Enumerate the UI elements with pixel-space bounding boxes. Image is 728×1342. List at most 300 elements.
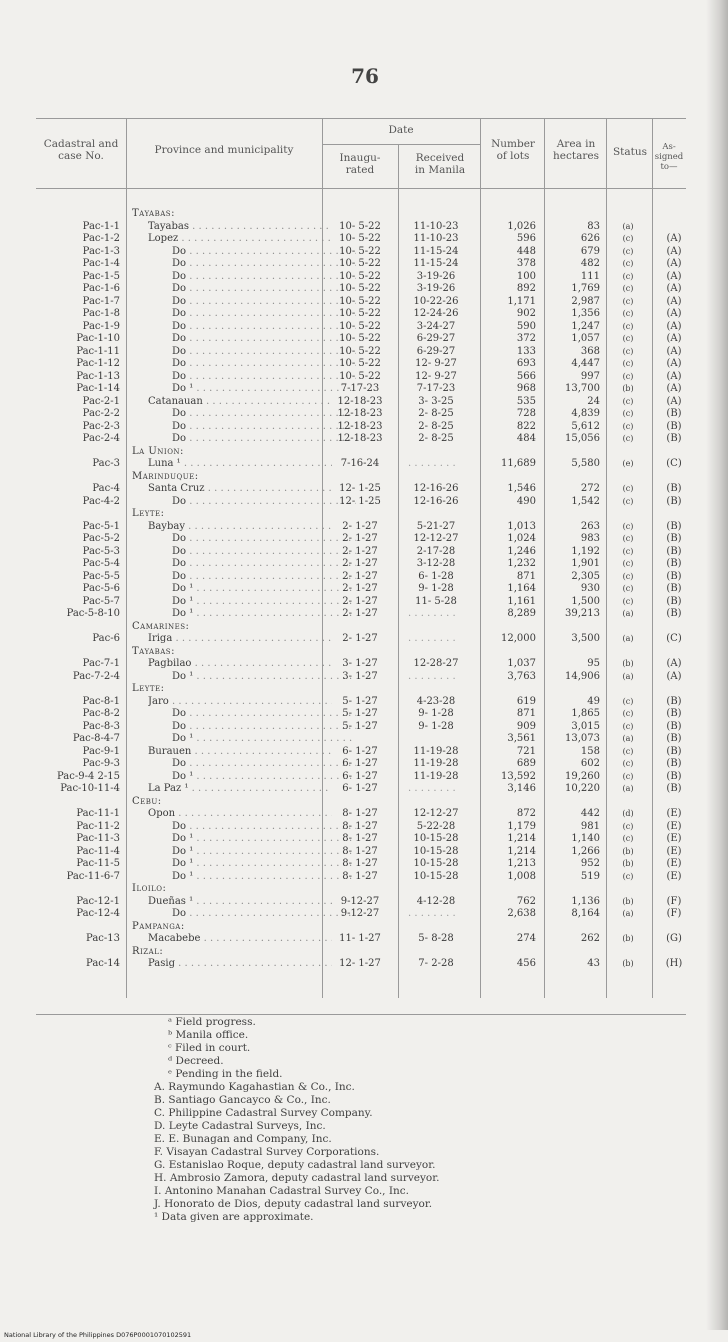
table-row — [36, 271, 686, 282]
cell-case: Pac-6 — [92, 633, 120, 644]
cell-lots: 490 — [516, 495, 536, 507]
cell-prov: Do . . . — [172, 271, 356, 282]
cell-case: Pac-1-12 — [76, 358, 120, 369]
cell-assigned: (B) — [666, 433, 682, 444]
cell-prov: Do . . . — [172, 558, 356, 569]
cell-recv: 10-22-26 — [413, 295, 459, 307]
page-edge-shadow — [706, 0, 728, 1330]
cell-status: (c) — [622, 696, 634, 706]
table-header-rule — [36, 188, 686, 189]
cell-inaug: 2- 1-27 — [342, 533, 378, 544]
cell-prov: Do . . . — [172, 496, 356, 507]
cell-prov: Lopez . . . — [148, 233, 332, 244]
cell-inaug: 12-18-23 — [337, 420, 383, 432]
cell-recv: 3-19-26 — [416, 270, 456, 282]
note-C: C. Philippine Cadastral Survey Company. — [154, 1107, 373, 1119]
cell-lots: 871 — [516, 708, 536, 719]
cell-inaug: 10- 5-22 — [339, 370, 381, 382]
cell-case: Pac-1-4 — [82, 258, 120, 269]
cell-area: 1,192 — [571, 545, 600, 557]
cell-status: (c) — [622, 259, 634, 268]
table-row — [36, 508, 686, 519]
cell-case: Pac-1-5 — [82, 270, 120, 282]
cell-case: Pac-10-11-4 — [60, 783, 120, 794]
cell-area: 39,213 — [565, 608, 600, 619]
cell-case: Pac-11-1 — [76, 808, 120, 819]
cell-case: Pac-1-11 — [76, 345, 120, 357]
cell-lots: 100 — [516, 270, 536, 282]
cell-prov: Dueñas ¹ . . . — [148, 896, 332, 907]
table-row — [36, 208, 686, 219]
cell-recv: 2- 8-25 — [418, 433, 454, 444]
cell-area: 997 — [580, 370, 600, 382]
cell-recv: 11- 5-28 — [415, 595, 457, 607]
cell-prov: Tayabas . . . — [148, 221, 332, 232]
cell-case: Pac-9-3 — [82, 758, 120, 769]
cell-prov: Do . . . — [172, 721, 356, 732]
table-row — [36, 808, 686, 819]
cell-status: (c) — [622, 409, 634, 418]
cell-assigned: (E) — [666, 833, 682, 844]
cell-lots: 456 — [516, 958, 536, 969]
cell-area: 4,839 — [571, 408, 600, 419]
cell-inaug: 8- 1-27 — [342, 858, 378, 869]
header-province: Province and municipality — [154, 144, 294, 156]
cell-lots: 902 — [516, 308, 536, 319]
cell-assigned: (A) — [666, 245, 682, 257]
cell-area: 19,260 — [565, 770, 600, 782]
table-row — [36, 308, 686, 319]
cell-inaug: 10- 5-22 — [339, 345, 381, 357]
cell-recv: 5- 8-28 — [418, 933, 454, 944]
cell-case: Pac-3 — [92, 458, 120, 469]
table-row — [36, 633, 686, 644]
cell-lots: 762 — [516, 895, 536, 907]
cell-area: 4,447 — [571, 358, 600, 369]
cell-area: 10,220 — [565, 783, 600, 794]
table-row — [36, 596, 686, 607]
cell-inaug: 7-17-23 — [340, 383, 380, 394]
cell-lots: 1,214 — [507, 833, 536, 844]
cell-area: 1,057 — [571, 333, 600, 344]
table-row — [36, 621, 686, 632]
table-row — [36, 858, 686, 869]
cell-inaug: 12-18-23 — [337, 408, 383, 419]
cell-recv: 12-12-27 — [413, 808, 459, 819]
table-row — [36, 383, 686, 394]
cell-assigned: (B) — [666, 495, 682, 507]
cell-prov: Do . . . — [172, 296, 356, 307]
cell-case: Pac-1-7 — [82, 295, 120, 307]
table-row — [36, 446, 686, 457]
cell-status: (c) — [622, 746, 634, 756]
cell-inaug: 8- 1-27 — [342, 808, 378, 819]
table-row — [36, 958, 686, 969]
cell-lots: 13,592 — [501, 770, 536, 782]
cell-inaug: 11- 1-27 — [339, 933, 381, 944]
table-row — [36, 233, 686, 244]
cell-assigned: (C) — [666, 458, 682, 469]
cell-assigned: (A) — [666, 283, 682, 294]
cell-area: 981 — [580, 820, 600, 832]
cell-area: 272 — [580, 483, 600, 494]
cell-recv: 5-22-28 — [416, 820, 456, 832]
note-D: D. Leyte Cadastral Surveys, Inc. — [154, 1120, 326, 1132]
cell-lots: 892 — [516, 283, 536, 294]
cell-status: (b) — [622, 934, 634, 943]
cell-recv: 11-10-23 — [413, 220, 459, 232]
cell-recv: 7- 2-28 — [418, 958, 454, 969]
table-row — [36, 783, 686, 794]
cell-case: Pac-5-5 — [82, 570, 120, 582]
cell-lots: 3,146 — [507, 783, 536, 794]
cell-lots: 590 — [516, 320, 536, 332]
cell-assigned: (E) — [666, 845, 682, 857]
cell-prov: Do ¹ . . . — [172, 846, 356, 857]
table-row — [36, 608, 686, 619]
cell-area: 442 — [580, 808, 600, 819]
table-row — [36, 433, 686, 444]
cell-assigned: (B) — [666, 408, 682, 419]
cell-case: Pac-1-13 — [76, 370, 120, 382]
table-bottom-rule — [36, 1014, 686, 1015]
table-row — [36, 458, 686, 469]
cell-prov: Leyte: — [132, 683, 165, 694]
table-row — [36, 896, 686, 907]
cell-area: 263 — [580, 520, 600, 532]
cell-prov: Camarines: — [132, 620, 190, 632]
cell-recv: 9- 1-28 — [418, 720, 454, 732]
cell-prov: Do ¹ . . . — [172, 771, 356, 782]
cell-prov: Do . . . — [172, 546, 356, 557]
cell-assigned: (E) — [666, 870, 682, 882]
cell-prov: Macabebe . . . — [148, 933, 332, 944]
cell-status: (c) — [622, 334, 634, 343]
cell-case: Pac-12-1 — [76, 895, 120, 907]
cell-area: 1,865 — [571, 708, 600, 719]
cell-status: (e) — [622, 459, 634, 468]
cell-inaug: 12- 1-25 — [339, 483, 381, 494]
cell-area: 1,136 — [571, 895, 600, 907]
table-row — [36, 733, 686, 744]
cell-case: Pac-1-9 — [82, 320, 120, 332]
cell-assigned: (A) — [666, 320, 682, 332]
cell-status: (c) — [622, 309, 634, 318]
cell-status: (a) — [622, 909, 634, 918]
cell-recv: 3-12-28 — [416, 558, 456, 569]
cell-lots: 1,179 — [507, 820, 536, 832]
cell-area: 952 — [580, 858, 600, 869]
date-group-rule — [322, 144, 480, 145]
cell-prov: Cebu: — [132, 795, 162, 807]
cell-status: (b) — [622, 846, 634, 856]
table-row — [36, 933, 686, 944]
cell-inaug: 2- 1-27 — [342, 558, 378, 569]
table-row — [36, 721, 686, 732]
cell-area: 14,906 — [565, 670, 600, 682]
table-row — [36, 471, 686, 482]
cell-assigned: (A) — [666, 258, 682, 269]
cell-lots: 1,026 — [507, 220, 536, 232]
cell-assigned: (B) — [666, 695, 682, 707]
cell-recv: 10-15-28 — [413, 870, 459, 882]
cell-area: 1,500 — [571, 595, 600, 607]
cell-inaug: 10- 5-22 — [339, 233, 381, 244]
table-row — [36, 396, 686, 407]
cell-status: (c) — [622, 759, 634, 768]
table-row — [36, 533, 686, 544]
cell-inaug: 12-18-23 — [337, 395, 383, 407]
cell-inaug: 12- 1-25 — [339, 495, 381, 507]
table-row — [36, 683, 686, 694]
cell-case: Pac-4 — [92, 483, 120, 494]
cell-recv: 11-15-24 — [413, 258, 459, 269]
cell-inaug: 10- 5-22 — [339, 283, 381, 294]
cell-area: 5,580 — [571, 458, 600, 469]
cell-status: (c) — [622, 321, 634, 331]
cell-prov: Do ¹ . . . — [172, 858, 356, 869]
cell-status: (c) — [622, 771, 634, 781]
cell-area: 13,073 — [565, 733, 600, 744]
cell-recv: 9- 1-28 — [418, 583, 454, 594]
cell-status: (c) — [622, 559, 634, 568]
cell-case: Pac-9-4 2-15 — [57, 770, 120, 782]
cell-assigned: (B) — [666, 733, 682, 744]
cell-case: Pac-14 — [86, 958, 120, 969]
cell-assigned: (B) — [666, 783, 682, 794]
cell-assigned: (B) — [666, 420, 682, 432]
cell-recv: 3- 3-25 — [418, 395, 454, 407]
cell-case: Pac-11-6-7 — [66, 870, 120, 882]
cell-recv: 7-17-23 — [416, 383, 456, 394]
note-I: I. Antonino Manahan Cadastral Survey Co., Inc. — [154, 1185, 409, 1197]
cell-inaug: 10- 5-22 — [339, 333, 381, 344]
cell-prov: Tayabas: — [132, 208, 175, 219]
table-row — [36, 371, 686, 382]
cell-case: Pac-5-8-10 — [66, 608, 120, 619]
cell-recv: 5-21-27 — [416, 520, 456, 532]
header-lots: Number of lots — [491, 138, 535, 162]
cell-case: Pac-8-1 — [82, 695, 120, 707]
footnotes — [154, 1016, 574, 1224]
table-row — [36, 221, 686, 232]
received-blank-leader: . . . . . . . . — [408, 633, 456, 644]
cell-lots: 133 — [516, 345, 536, 357]
cell-inaug: 2- 1-27 — [342, 545, 378, 557]
cell-inaug: 2- 1-27 — [342, 570, 378, 582]
cell-recv: 2-17-28 — [416, 545, 456, 557]
table-row — [36, 346, 686, 357]
cell-assigned: (A) — [666, 658, 682, 669]
cell-case: Pac-1-3 — [82, 245, 120, 257]
cell-case: Pac-12-4 — [76, 908, 120, 919]
cell-status: (c) — [622, 271, 634, 281]
cell-area: 2,987 — [571, 295, 600, 307]
cell-area: 1,266 — [571, 845, 600, 857]
received-blank-leader: . . . . . . . . — [408, 783, 456, 794]
cell-case: Pac-1-2 — [82, 233, 120, 244]
cell-recv: 12- 9-27 — [415, 370, 457, 382]
cell-prov: Do . . . — [172, 708, 356, 719]
received-blank-leader: . . . . . . . . — [408, 908, 456, 919]
cell-recv: 12-24-26 — [413, 308, 459, 319]
cell-case: Pac-5-2 — [82, 533, 120, 544]
table-row — [36, 283, 686, 294]
cell-case: Pac-11-4 — [76, 845, 120, 857]
cell-assigned: (A) — [666, 295, 682, 307]
scan-footer: National Library of the Philippines D076P0001070102591 — [4, 1331, 192, 1339]
cell-case: Pac-1-1 — [82, 220, 120, 232]
cell-status: (c) — [622, 371, 634, 381]
cell-status: (c) — [622, 296, 634, 306]
cell-case: Pac-5-4 — [82, 558, 120, 569]
cell-inaug: 2- 1-27 — [342, 583, 378, 594]
cell-inaug: 12- 1-27 — [339, 958, 381, 969]
cell-inaug: 10- 5-22 — [339, 220, 381, 232]
cell-assigned: (H) — [665, 958, 683, 969]
cell-assigned: (A) — [666, 395, 682, 407]
cell-area: 602 — [580, 758, 600, 769]
table-row — [36, 358, 686, 369]
cell-assigned: (B) — [666, 583, 682, 594]
cell-inaug: 5- 1-27 — [342, 720, 378, 732]
cell-assigned: (E) — [666, 820, 682, 832]
note-J: J. Honorato de Dios, deputy cadastral land surveyor. — [154, 1198, 433, 1210]
table-row — [36, 246, 686, 257]
cell-lots: 8,289 — [507, 608, 536, 619]
cell-recv: 10-15-28 — [413, 858, 459, 869]
cell-status: (c) — [622, 521, 634, 531]
cell-recv: 11-15-24 — [413, 245, 459, 257]
cell-case: Pac-2-1 — [82, 395, 120, 407]
cell-case: Pac-7-1 — [82, 658, 120, 669]
table-row — [36, 658, 686, 669]
cell-inaug: 5- 1-27 — [342, 708, 378, 719]
cell-case: Pac-2-3 — [82, 420, 120, 432]
cell-prov: Do ¹ . . . — [172, 833, 356, 844]
table-row — [36, 483, 686, 494]
cell-lots: 693 — [516, 358, 536, 369]
cell-assigned: (B) — [666, 770, 682, 782]
cell-status: (a) — [622, 634, 634, 643]
cell-case: Pac-8-3 — [82, 720, 120, 732]
cell-assigned: (A) — [666, 233, 682, 244]
cell-case: Pac-5-6 — [82, 583, 120, 594]
cell-inaug: 7-16-24 — [340, 458, 380, 469]
cell-case: Pac-1-14 — [76, 383, 120, 394]
cell-recv: 4-23-28 — [416, 695, 456, 707]
cell-case: Pac-11-5 — [76, 858, 120, 869]
cell-case: Pac-2-4 — [82, 433, 120, 444]
cell-prov: Do ¹ . . . — [172, 608, 356, 619]
header-status: Status — [612, 146, 648, 158]
cell-lots: 822 — [516, 420, 536, 432]
cell-prov: Iriga . . . — [148, 633, 332, 644]
received-blank-leader: . . . . . . . . — [408, 458, 456, 469]
cell-inaug: 6- 1-27 — [342, 745, 378, 757]
cell-recv: 12- 9-27 — [415, 358, 457, 369]
cell-prov: La Paz ¹ . . . — [148, 783, 332, 794]
table-row — [36, 521, 686, 532]
cell-inaug: 2- 1-27 — [342, 520, 378, 532]
cell-inaug: 3- 1-27 — [342, 670, 378, 682]
note-a: ᵃ Field progress. — [168, 1016, 256, 1028]
table-row — [36, 571, 686, 582]
cell-prov: Do . . . — [172, 821, 356, 832]
cell-prov: La Union: — [132, 445, 184, 457]
table-row — [36, 296, 686, 307]
cell-area: 1,247 — [571, 320, 600, 332]
table-row — [36, 758, 686, 769]
received-blank-leader: . . . . . . . . — [408, 670, 456, 682]
cell-prov: Do . . . — [172, 258, 356, 269]
cell-prov: Catanauan . . . — [148, 396, 332, 407]
cell-lots: 872 — [516, 808, 536, 819]
cell-assigned: (G) — [666, 933, 682, 944]
note-c: ᶜ Filed in court. — [168, 1042, 251, 1054]
cell-lots: 689 — [516, 758, 536, 769]
cell-inaug: 9-12-27 — [340, 895, 380, 907]
cell-status: (c) — [622, 584, 634, 593]
table-row — [36, 746, 686, 757]
cell-lots: 1,013 — [507, 520, 536, 532]
cell-status: (a) — [622, 734, 634, 743]
cell-lots: 1,213 — [507, 858, 536, 869]
received-blank-leader: . . . . . . . . — [408, 608, 456, 619]
cell-lots: 484 — [516, 433, 536, 444]
cell-inaug: 5- 1-27 — [342, 695, 378, 707]
cell-status: (b) — [622, 384, 634, 393]
table-row — [36, 921, 686, 932]
cell-lots: 1,037 — [507, 658, 536, 669]
cell-recv: 6-29-27 — [416, 333, 456, 344]
cell-prov: Pagbilao . . . — [148, 658, 332, 669]
cell-case: Pac-4-2 — [82, 495, 120, 507]
table-row — [36, 821, 686, 832]
cell-inaug: 10- 5-22 — [339, 295, 381, 307]
cell-recv: 2- 8-25 — [418, 420, 454, 432]
cell-prov: Do . . . — [172, 308, 356, 319]
cell-status: (c) — [622, 234, 634, 243]
cell-area: 8,164 — [571, 908, 600, 919]
table-row — [36, 846, 686, 857]
cell-prov: Do . . . — [172, 421, 356, 432]
cell-assigned: (A) — [666, 370, 682, 382]
cell-prov: Do ¹ . . . — [172, 596, 356, 607]
cell-inaug: 6- 1-27 — [342, 783, 378, 794]
cell-prov: Do ¹ . . . — [172, 583, 356, 594]
cell-inaug: 8- 1-27 — [342, 820, 378, 832]
note-e: ᵉ Pending in the field. — [168, 1068, 283, 1080]
cell-area: 95 — [587, 658, 600, 669]
cell-assigned: (A) — [666, 333, 682, 344]
cell-prov: Do . . . — [172, 283, 356, 294]
cell-area: 1,356 — [571, 308, 600, 319]
table-row — [36, 883, 686, 894]
cell-area: 1,901 — [571, 558, 600, 569]
table-row — [36, 796, 686, 807]
cell-status: (a) — [622, 609, 634, 618]
cell-prov: Do . . . — [172, 908, 356, 919]
cell-inaug: 10- 5-22 — [339, 358, 381, 369]
cell-inaug: 12-18-23 — [337, 433, 383, 444]
cell-status: (a) — [622, 671, 634, 681]
cell-status: (c) — [622, 834, 634, 843]
cell-case: Pac-11-2 — [76, 820, 120, 832]
cell-status: (c) — [622, 534, 634, 543]
cell-status: (c) — [622, 359, 634, 368]
table-row — [36, 321, 686, 332]
